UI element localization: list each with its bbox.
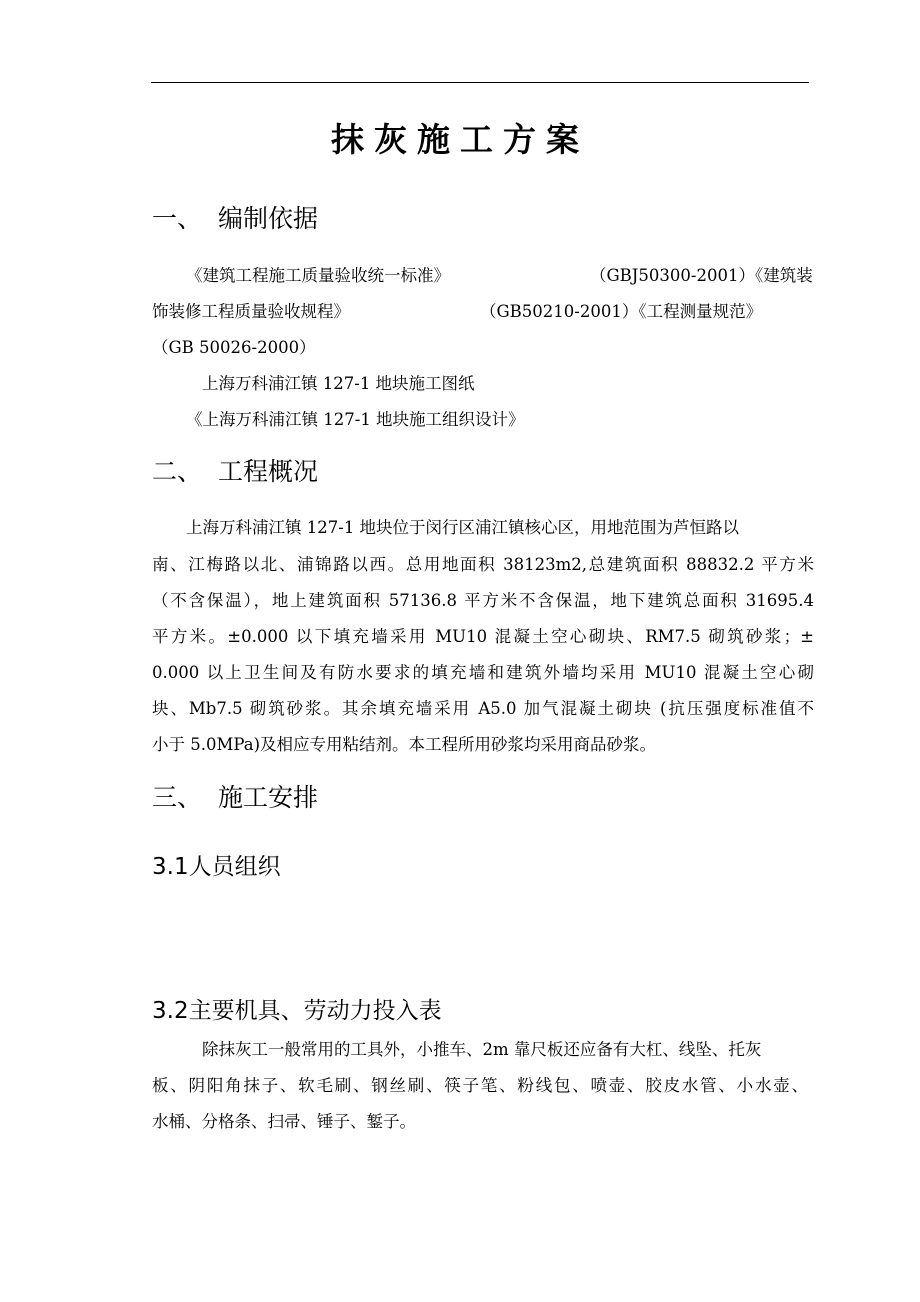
section-number: 三、 [152,783,203,812]
section-number: 二、 [152,457,203,486]
section-heading-1 [152,202,318,236]
section-title: 编制依据 [218,204,319,233]
paragraph-line: 板、阴阳角抹子、软毛刷、钢丝刷、筷子笔、粉线包、喷壶、胶皮水管、小水壶、 [152,1076,808,1095]
paragraph-line: 除抹灰工一般常用的工具外，小推车、2m 靠尺板还应备有大杠、线坠、托灰 [202,1040,762,1059]
reference-line: （GB 50026-2000） [152,338,316,357]
reference-line: （GBJ50300-2001）《建筑装 [590,266,813,285]
document-title: 抹灰施工方案 [331,120,589,159]
paragraph-line: （不含保温），地上建筑面积 57136.8 平方米不含保温，地下建筑总面积 31695.4 [152,591,814,610]
subsection-heading-3-2: 3.2主要机具、劳动力投入表 [152,998,442,1024]
reference-line: 上海万科浦江镇 127-1 地块施工图纸 [202,374,475,393]
section-title: 工程概况 [218,457,319,486]
paragraph-line: 南、江梅路以北、浦锦路以西。总用地面积 38123m2,总建筑面积 88832.2 平方米 [152,555,814,574]
paragraph-line: 块、Mb7.5 砌筑砂浆。其余填充墙采用 A5.0 加气混凝土砌块 (抗压强度标准值不 [152,699,814,718]
header-rule [151,82,809,83]
reference-line: 饰装修工程质量验收规程》 [152,302,350,321]
section-heading-2 [152,455,318,489]
section-title: 施工安排 [218,783,319,812]
paragraph-line: 0.000 以上卫生间及有防水要求的填充墙和建筑外墙均采用 MU10 混凝土空心砌 [152,663,814,682]
paragraph-line: 小于 5.0MPa)及相应专用粘结剂。本工程所用砂浆均采用商品砂浆。 [152,735,657,754]
section-number: 一、 [152,204,203,233]
paragraph-line: 平方米。±0.000 以下填充墙采用 MU10 混凝土空心砌块、RM7.5 砌筑砂浆；± [152,627,814,646]
reference-line: （GB50210-2001）《工程测量规范》 [480,302,763,321]
reference-line: 《上海万科浦江镇 127-1 地块施工组织设计》 [186,410,525,429]
section-heading-3 [152,781,318,815]
paragraph-line: 水桶、分格条、扫帚、锤子、錾子。 [152,1112,416,1131]
subsection-heading-3-1: 3.1人员组织 [152,854,281,880]
reference-line: 《建筑工程施工质量验收统一标准》 [186,266,450,285]
paragraph-line: 上海万科浦江镇 127-1 地块位于闵行区浦江镇核心区，用地范围为芦恒路以 [186,518,740,537]
